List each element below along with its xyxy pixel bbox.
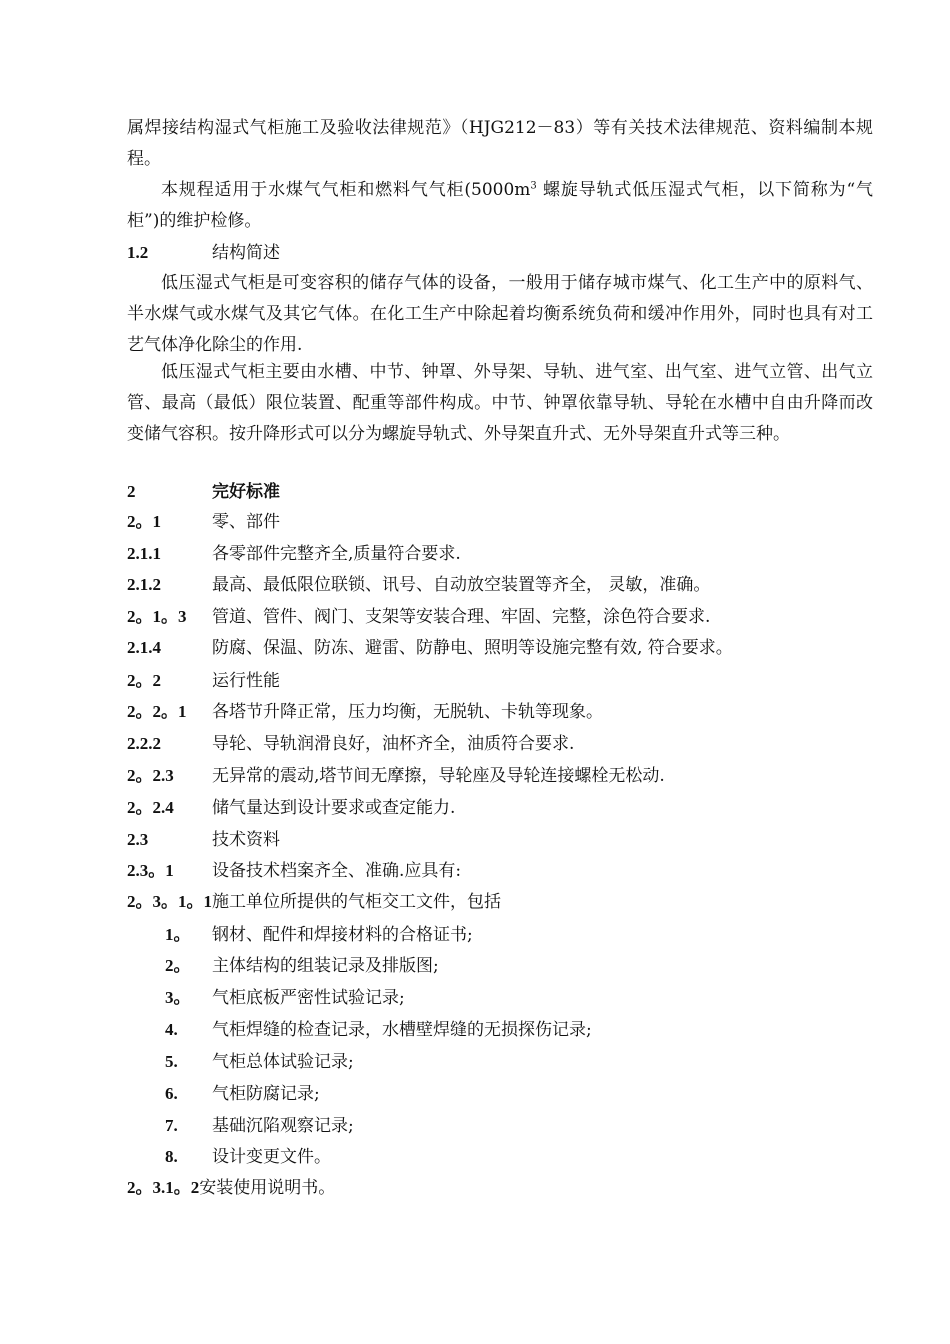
- list-text: 气柜防腐记录;: [212, 1084, 320, 1104]
- list-number: 3。: [165, 988, 191, 1007]
- item-text: 各零部件完整齐全,质量符合要求.: [212, 544, 461, 564]
- item-2-2-4: [127, 792, 455, 824]
- list-item: [165, 950, 439, 982]
- item-text: 防腐、保温、防冻、避雷、防静电、照明等设施完整有效, 符合要求。: [212, 638, 733, 658]
- list-item: [165, 1110, 354, 1142]
- list-number: 7.: [165, 1116, 178, 1135]
- item-2-1-2: [127, 569, 710, 601]
- scope-text-post: 螺旋导轨式低压湿式气柜，以下简称为“气柜”)的维护检修。: [127, 180, 873, 231]
- section-number: 2。1: [127, 512, 161, 531]
- item-text: 各塔节升降正常，压力均衡，无脱轨、卡轨等现象。: [212, 702, 603, 722]
- section-title: 零、部件: [212, 512, 280, 532]
- list-text: 气柜总体试验记录;: [212, 1052, 354, 1072]
- list-text: 基础沉陷观察记录;: [212, 1116, 354, 1136]
- section-title: 运行性能: [212, 671, 280, 691]
- item-text: 设备技术档案齐全、准确.应具有:: [212, 861, 462, 881]
- scope-text-pre: 本规程适用于水煤气气柜和燃料气气柜(5000m: [161, 180, 531, 200]
- list-item: [165, 919, 473, 951]
- item-2-1-1: [127, 538, 461, 570]
- item-number: 2.3。1: [127, 861, 174, 880]
- heading-2: [127, 476, 280, 508]
- list-item: [165, 1046, 354, 1078]
- item-number: 2。3。1。1: [127, 892, 212, 911]
- item-2-1-4: [127, 632, 733, 664]
- item-2-3-1-1: [127, 886, 501, 918]
- paragraph-scope: [127, 175, 873, 237]
- list-item: [165, 982, 405, 1014]
- list-number: 8.: [165, 1147, 178, 1166]
- superscript-3: 3: [530, 180, 537, 192]
- heading-2-2: [127, 665, 280, 697]
- item-2-1-3: [127, 601, 710, 633]
- section-title: 技术资料: [212, 830, 280, 850]
- heading-2-1: [127, 506, 280, 538]
- item-number: 2。1。3: [127, 607, 187, 626]
- item-text: 导轮、导轨润滑良好，油杯齐全，油质符合要求.: [212, 734, 575, 754]
- list-item: [165, 1141, 331, 1173]
- section-title: 完好标准: [212, 482, 280, 502]
- paragraph-structure-1: 低压湿式气柜是可变容积的储存气体的设备，一般用于储存城市煤气、化工生产中的原料气、半水煤气或水煤气及其它气体。在化工生产中除起着均衡系统负荷和缓冲作用外，同时也具有对工艺气体净化除尘的作用.: [127, 273, 873, 355]
- list-text: 设计变更文件。: [212, 1147, 331, 1167]
- list-number: 6.: [165, 1084, 178, 1103]
- item-text: 管道、管件、阀门、支架等安装合理、牢固、完整，涂色符合要求.: [212, 607, 711, 627]
- item-number: 2。2.4: [127, 798, 174, 817]
- paragraph-structure-2: 低压湿式气柜主要由水槽、中节、钟罩、外导架、导轨、进气室、出气室、进气立管、出气立管、最高（最低）限位装置、配重等部件构成。中节、钟罩依靠导轨、导轮在水槽中自由升降而改变储气容积。按升降形式可以分为螺旋导轨式、外导架直升式、无外导架直升式等三种。: [127, 362, 873, 444]
- item-2-2-2: [127, 728, 574, 760]
- section-number: 2。2: [127, 671, 161, 690]
- list-item: [165, 1014, 592, 1046]
- item-text: 储气量达到设计要求或查定能力.: [212, 798, 456, 818]
- item-2-2-3: [127, 760, 665, 792]
- section-number: 2.3: [127, 830, 149, 849]
- item-2-3-1-2: [127, 1172, 335, 1204]
- list-text: 气柜底板严密性试验记录;: [212, 988, 405, 1008]
- paragraph-continuation: 属焊接结构湿式气柜施工及验收法律规范》（HJG212－83）等有关技术法律规范、资料编制本规程。: [127, 118, 873, 169]
- section-number: 2: [127, 482, 136, 501]
- item-number: 2。2。1: [127, 702, 187, 721]
- item-number: 2.2.2: [127, 734, 161, 753]
- item-text: 施工单位所提供的气柜交工文件，包括: [212, 892, 501, 912]
- list-text: 气柜焊缝的检查记录，水槽壁焊缝的无损探伤记录;: [212, 1020, 592, 1040]
- item-2-3-1: [127, 855, 461, 887]
- heading-1-2: [127, 237, 280, 269]
- list-item: [165, 1078, 320, 1110]
- item-2-2-1: [127, 696, 603, 728]
- item-text: 安装使用说明书。: [199, 1178, 336, 1198]
- list-number: 2。: [165, 956, 191, 975]
- item-text: 最高、最低限位联锁、讯号、自动放空装置等齐全， 灵敏，准确。: [212, 575, 711, 595]
- item-number: 2.1.4: [127, 638, 161, 657]
- item-number: 2。3.1。2: [127, 1178, 200, 1197]
- heading-2-3: [127, 824, 280, 856]
- list-number: 4.: [165, 1020, 178, 1039]
- item-text: 无异常的震动,塔节间无摩擦，导轮座及导轮连接螺栓无松动.: [212, 766, 665, 786]
- item-number: 2.1.2: [127, 575, 161, 594]
- list-number: 5.: [165, 1052, 178, 1071]
- item-number: 2.1.1: [127, 544, 161, 563]
- section-title: 结构简述: [212, 243, 280, 263]
- list-text: 主体结构的组装记录及排版图;: [212, 956, 439, 976]
- list-text: 钢材、配件和焊接材料的合格证书;: [212, 925, 473, 945]
- list-number: 1。: [165, 925, 191, 944]
- item-number: 2。2.3: [127, 766, 174, 785]
- section-number: 1.2: [127, 243, 149, 262]
